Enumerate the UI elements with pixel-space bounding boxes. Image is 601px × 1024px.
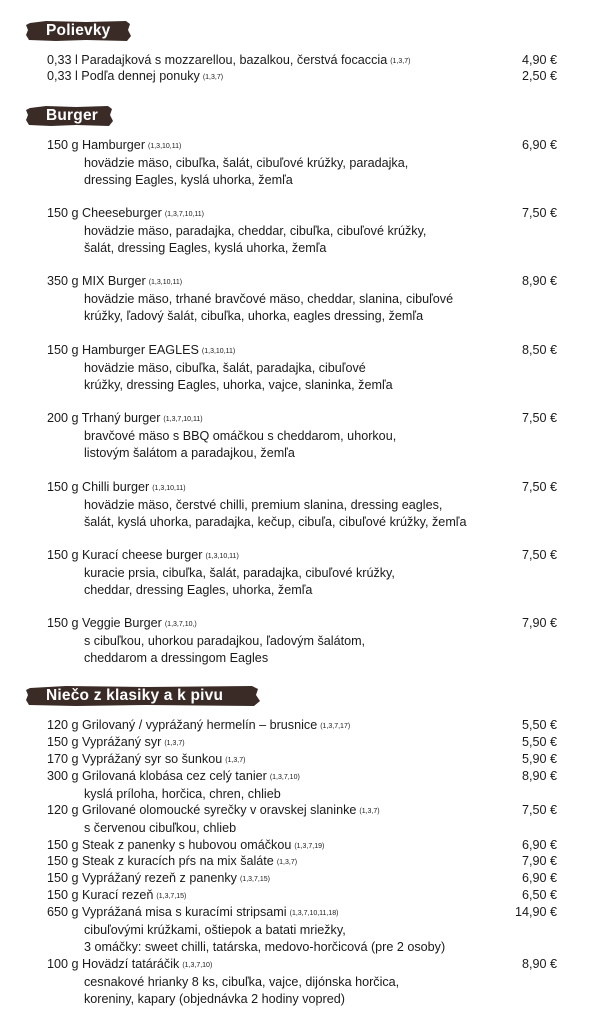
item-price: 7,50 € bbox=[521, 548, 557, 562]
menu-item bbox=[47, 768, 557, 803]
section-header-burger bbox=[26, 105, 114, 127]
item-description-line: s červenou cibuľkou, chlieb bbox=[84, 821, 237, 835]
item-price: 8,90 € bbox=[521, 274, 557, 288]
item-name: 0,33 l Paradajková s mozzarellou, bazalkou, čerstvá focaccia bbox=[47, 53, 388, 67]
menu-item bbox=[47, 479, 557, 531]
item-price: 6,90 € bbox=[521, 871, 557, 885]
item-price: 8,50 € bbox=[521, 343, 557, 357]
allergen-codes: (1,3,10,11) bbox=[201, 348, 236, 355]
item-name: 170 g Vyprážaný syr so šunkou bbox=[47, 752, 223, 766]
item-name: 150 g Kurací cheese burger bbox=[47, 548, 203, 562]
menu-item bbox=[47, 410, 557, 462]
menu-item bbox=[47, 870, 557, 888]
item-price: 5,50 € bbox=[521, 735, 557, 749]
allergen-codes: (1,3,7,15) bbox=[239, 876, 270, 883]
allergen-codes: (1,3,10,11) bbox=[148, 143, 182, 150]
item-description-line: bravčové mäso s BBQ omáčkou s cheddarom, uhorkou, bbox=[84, 429, 397, 443]
menu-item bbox=[47, 734, 557, 752]
item-name: 120 g Grilované olomoucké syrečky v oravskej slaninke bbox=[47, 803, 357, 817]
item-description-line: krúžky, dressing Eagles, uhorka, vajce, slaninka, žemľa bbox=[84, 378, 393, 392]
item-name: 350 g MIX Burger bbox=[47, 274, 146, 288]
item-price: 8,90 € bbox=[521, 769, 557, 783]
menu-item bbox=[47, 751, 557, 769]
allergen-codes: (1,3,7) bbox=[390, 58, 411, 65]
menu-item bbox=[47, 342, 557, 394]
item-description-line: dressing Eagles, kyslá uhorka, žemľa bbox=[84, 173, 293, 187]
menu-item bbox=[47, 547, 557, 599]
item-name: 650 g Vyprážaná misa s kuracími stripsami bbox=[47, 905, 287, 919]
item-price: 7,50 € bbox=[521, 206, 557, 220]
item-name: 150 g Vyprážaný syr bbox=[47, 735, 162, 749]
allergen-codes: (1,3,7,10,11) bbox=[163, 416, 203, 423]
item-price: 4,90 € bbox=[521, 53, 557, 67]
allergen-codes: (1,3,7) bbox=[359, 808, 380, 815]
item-name: 300 g Grilovaná klobása cez celý tanier bbox=[47, 769, 267, 783]
allergen-codes: (1,3,7,17) bbox=[320, 723, 351, 730]
item-description-line: krúžky, ľadový šalát, cibuľka, uhorka, eagles dressing, žemľa bbox=[84, 309, 424, 323]
allergen-codes: (1,3,10,11) bbox=[152, 485, 186, 492]
item-price: 5,90 € bbox=[521, 752, 557, 766]
item-name: 100 g Hovädzí tatáráčik bbox=[47, 957, 180, 971]
item-price: 14,90 € bbox=[514, 905, 557, 919]
menu-item bbox=[47, 273, 557, 325]
menu-item bbox=[47, 887, 557, 905]
item-price: 7,50 € bbox=[521, 480, 557, 494]
item-price: 2,50 € bbox=[521, 69, 557, 83]
allergen-codes: (1,3,7,10,11,18) bbox=[289, 910, 339, 917]
item-description-line: cesnakové hrianky 8 ks, cibuľka, vajce, dijónska horčica, bbox=[84, 975, 400, 989]
item-description-line: listovým šalátom a paradajkou, žemľa bbox=[84, 446, 295, 460]
item-description-line: hovädzie mäso, cibuľka, šalát, paradajka, cibuľové bbox=[84, 361, 366, 375]
item-price: 6,90 € bbox=[521, 838, 557, 852]
item-description-line: hovädzie mäso, čerstvé chilli, premium slanina, dressing eagles, bbox=[84, 498, 443, 512]
item-name: 200 g Trhaný burger bbox=[47, 411, 161, 425]
menu-item bbox=[47, 137, 557, 189]
allergen-codes: (1,3,7,10) bbox=[182, 962, 213, 969]
allergen-codes: (1,3,7) bbox=[225, 757, 246, 764]
item-name: 150 g Kurací rezeň bbox=[47, 888, 154, 902]
section-title-burger: Burger bbox=[46, 107, 99, 124]
item-price: 6,90 € bbox=[521, 138, 557, 152]
item-description-line: cheddar, dressing Eagles, uhorka, žemľa bbox=[84, 583, 313, 597]
allergen-codes: (1,3,10,11) bbox=[205, 553, 239, 560]
item-price: 6,50 € bbox=[521, 888, 557, 902]
allergen-codes: (1,3,7) bbox=[202, 74, 224, 81]
section-header-classics bbox=[26, 685, 260, 707]
menu-item bbox=[47, 904, 557, 956]
item-price: 7,50 € bbox=[521, 411, 557, 425]
item-description-line: hovädzie mäso, cibuľka, šalát, cibuľové krúžky, paradajka, bbox=[84, 156, 409, 170]
item-description-line: šalát, kyslá uhorka, paradajka, kečup, cibuľa, cibuľové krúžky, žemľa bbox=[84, 515, 467, 529]
menu-item bbox=[47, 853, 557, 871]
allergen-codes: (1,3,7) bbox=[276, 859, 298, 866]
item-name: 120 g Grilovaný / vyprážaný hermelín – brusnice bbox=[47, 718, 318, 732]
item-name: 150 g Cheeseburger bbox=[47, 206, 162, 220]
item-price: 7,90 € bbox=[521, 616, 557, 630]
menu-item bbox=[47, 68, 557, 86]
item-description-line: cibuľovými krúžkami, oštiepok a batati mriežky, bbox=[84, 923, 346, 937]
item-name: 150 g Steak z panenky s hubovou omáčkou bbox=[47, 838, 292, 852]
item-description-line: hovädzie mäso, paradajka, cheddar, cibuľka, cibuľové krúžky, bbox=[84, 224, 427, 238]
item-name: 150 g Chilli burger bbox=[47, 480, 150, 494]
menu-item bbox=[47, 802, 557, 837]
item-price: 5,50 € bbox=[521, 718, 557, 732]
item-name: 150 g Steak z kuracích pŕs na mix šaláte bbox=[47, 854, 274, 868]
menu-item bbox=[47, 615, 557, 667]
item-name: 0,33 l Podľa dennej ponuky bbox=[47, 69, 200, 83]
item-description-line: 3 omáčky: sweet chilli, tatárska, medovo-horčicová (pre 2 osoby) bbox=[84, 940, 446, 954]
item-description-line: hovädzie mäso, trhané bravčové mäso, cheddar, slanina, cibuľové bbox=[84, 292, 454, 306]
section-header-soups bbox=[26, 20, 132, 42]
allergen-codes: (1,3,7,19) bbox=[294, 843, 325, 850]
allergen-codes: (1,3,7,10,) bbox=[164, 621, 197, 628]
item-description-line: koreniny, kapary (objednávka 2 hodiny vopred) bbox=[84, 992, 345, 1006]
item-price: 8,90 € bbox=[521, 957, 557, 971]
menu-item bbox=[47, 956, 557, 1008]
item-name: 150 g Hamburger EAGLES bbox=[47, 343, 199, 357]
allergen-codes: (1,3,7,15) bbox=[156, 893, 187, 900]
allergen-codes: (1,3,10,11) bbox=[148, 279, 183, 286]
item-description-line: šalát, dressing Eagles, kyslá uhorka, žemľa bbox=[84, 241, 327, 255]
item-price: 7,50 € bbox=[521, 803, 557, 817]
section-title-classics: Niečo z klasiky a k pivu bbox=[46, 687, 224, 704]
item-description-line: kyslá príloha, horčica, chren, chlieb bbox=[84, 787, 281, 801]
section-title-soups: Polievky bbox=[46, 22, 111, 39]
menu-item bbox=[47, 205, 557, 257]
allergen-codes: (1,3,7,10) bbox=[269, 774, 300, 781]
menu-item bbox=[47, 717, 557, 735]
item-description-line: kuracie prsia, cibuľka, šalát, paradajka, cibuľové krúžky, bbox=[84, 566, 395, 580]
item-description-line: s cibuľkou, uhorkou paradajkou, ľadovým šalátom, bbox=[84, 634, 366, 648]
item-name: 150 g Veggie Burger bbox=[47, 616, 162, 630]
item-description-line: cheddarom a dressingom Eagles bbox=[84, 651, 269, 665]
allergen-codes: (1,3,7,10,11) bbox=[164, 211, 205, 218]
item-name: 150 g Hamburger bbox=[47, 138, 146, 152]
item-price: 7,90 € bbox=[521, 854, 557, 868]
item-name: 150 g Vyprážaný rezeň z panenky bbox=[47, 871, 237, 885]
allergen-codes: (1,3,7) bbox=[164, 740, 185, 747]
